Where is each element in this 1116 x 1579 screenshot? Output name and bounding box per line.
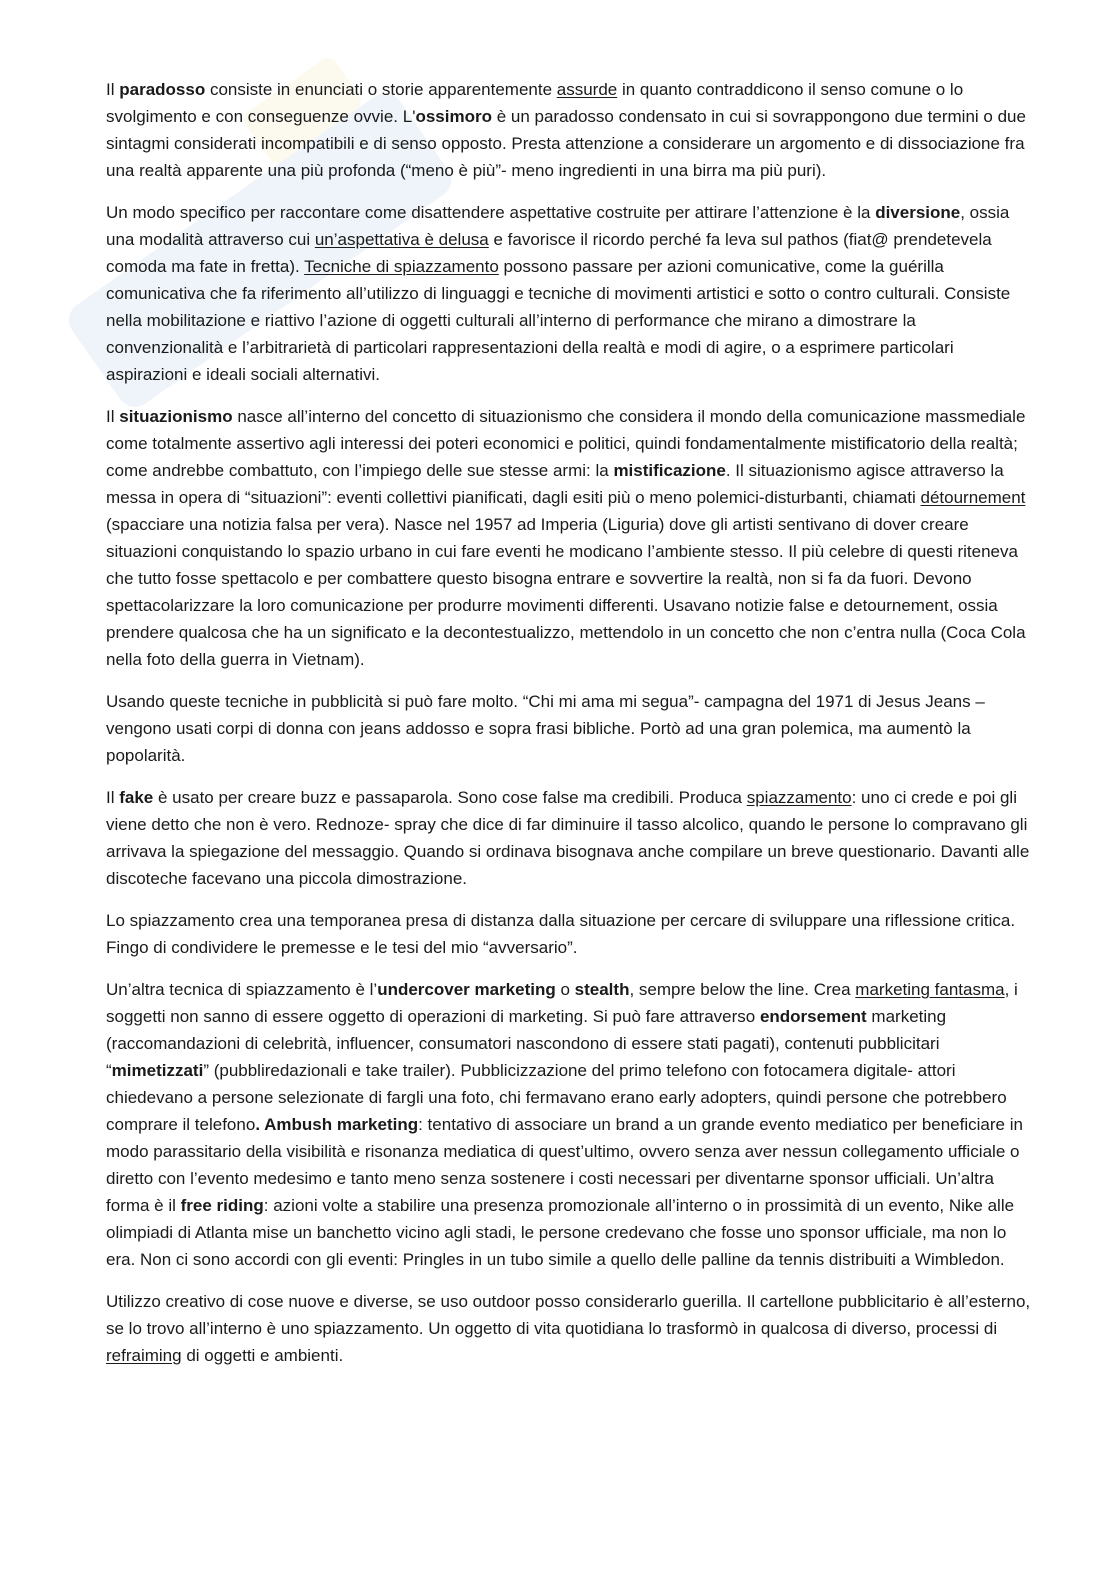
text-run: : uno ci crede e poi gli viene detto che non è vero. Rednoze- spray che dice di far diminuire il tasso alcolico, quando le persone lo compravano gli arrivava la spiegazione del messaggio. Quando si ordinava bisognava anche compilare un breve questionario. Davanti alle discoteche facevano una piccola dimostrazione.: [106, 788, 1030, 888]
bold-term: . Ambush marketing: [255, 1115, 419, 1134]
bold-term: free riding: [180, 1196, 264, 1215]
text-run: e favorisce il ricordo perché fa leva sul pathos (fiat@ prendetevela comoda ma fate in fretta).: [106, 230, 992, 276]
paragraph-1: [106, 76, 1034, 184]
paragraph-5: [106, 784, 1034, 892]
text-run: Il: [106, 80, 120, 99]
bold-term: paradosso: [119, 80, 206, 99]
bold-term: stealth: [574, 980, 630, 999]
text-run: , ossia una modalità attraverso cui: [106, 203, 1010, 249]
bold-term: mimetizzati: [111, 1061, 204, 1080]
paragraph-3: [106, 403, 1034, 673]
text-run: Un’altra tecnica di spiazzamento è l’: [106, 980, 378, 999]
text-run: ” (pubbliredazionali e take trailer). Pubblicizzazione del primo telefono con fotocamera digitale- attori chiedevano a persone selezionate di fargli una foto, chi fermavano erano early adopters, quindi persone che potrebbero comprare il telefono: [106, 1061, 1007, 1134]
bold-term: diversione: [875, 203, 961, 222]
text-run: : azioni volte a stabilire una presenza promozionale all’interno o in prossimità di un evento, Nike alle olimpiadi di Atlanta mise un banchetto vicino agli stadi, le persone credevano che fosse uno sponsor ufficiale, ma non lo era. Non ci sono accordi con gli eventi: Pringles in un tubo simile a quello delle palline da tennis distribuiti a Wimbledon.: [106, 1196, 1015, 1269]
text-run: consiste in enunciati o storie apparentemente: [205, 80, 557, 99]
bold-term: situazionismo: [119, 407, 233, 426]
paragraph-4: [106, 688, 1034, 769]
underlined-term: Tecniche di spiazzamento: [304, 257, 499, 276]
text-run: marketing (raccomandazioni di celebrità, influencer, consumatori nascondono di essere stati pagati), contenuti pubblicitari “: [106, 1007, 947, 1080]
underlined-term: un’aspettativa è delusa: [314, 230, 489, 249]
text-run: Utilizzo creativo di cose nuove e diverse, se uso outdoor posso considerarlo guerilla. Il cartellone pubblicitario è all’esterno, se lo trovo all’interno è uno spiazzamento. Un oggetto di vita quotidiana lo trasformò in qualcosa di diverso, processi di: [106, 1292, 1031, 1338]
text-run: possono passare per azioni comunicative, come la guérilla comunicativa che fa riferimento all’utilizzo di linguaggi e tecniche di movimenti artistici e sotto o contro culturali. Consiste nella mobilitazione e riattivo l’azione di oggetti culturali all’interno di performance che mirano a dimostrare la convenzionalità e l’arbitrarietà di particolari rappresentazioni della realtà e modi di agire, o a esprimere particolari aspirazioni e ideali sociali alternativi.: [106, 257, 1011, 384]
underlined-term: spiazzamento: [746, 788, 852, 807]
text-run: è usato per creare buzz e passaparola. Sono cose false ma credibili. Produca: [153, 788, 747, 807]
paragraph-8: [106, 1288, 1034, 1369]
paragraph-6: [106, 907, 1034, 961]
text-run: è un paradosso condensato in cui si sovrappongono due termini o due sintagmi considerati incompatibili e di senso opposto. Presta attenzione a considerare un argomento e di dissociazione fra una realtà apparente una più profonda (“meno è più”- meno ingredienti in una birra ma più puri).: [106, 107, 1026, 180]
bold-term: ossimoro: [415, 107, 492, 126]
text-run: Il: [106, 788, 120, 807]
text-run: Il: [106, 407, 120, 426]
text-run: in quanto contraddicono il senso comune o lo svolgimento e con conseguenze ovvie. L': [106, 80, 964, 126]
bold-term: endorsement: [759, 1007, 867, 1026]
underlined-term: détournement: [920, 488, 1026, 507]
bold-term: fake: [119, 788, 154, 807]
text-run: , i soggetti non sanno di essere oggetto di operazioni di marketing. Si può fare attraverso: [106, 980, 1018, 1026]
text-run: di oggetti e ambienti.: [181, 1346, 344, 1365]
underlined-term: assurde: [556, 80, 618, 99]
bold-term: undercover marketing: [377, 980, 556, 999]
text-run: o: [555, 980, 575, 999]
text-run: , sempre below the line. Crea: [629, 980, 856, 999]
text-run: Usando queste tecniche in pubblicità si può fare molto. “Chi mi ama mi segua”- campagna del 1971 di Jesus Jeans – vengono usati corpi di donna con jeans addosso e sopra frasi bibliche. Portò ad una gran polemica, ma aumentò la popolarità.: [106, 692, 985, 765]
text-run: (spacciare una notizia falsa per vera). Nasce nel 1957 ad Imperia (Liguria) dove gli artisti sentivano di dover creare situazioni conquistando lo spazio urbano in cui fare eventi he modicano l’ambiente stesso. Il più celebre di questi riteneva che tutto fosse spettacolo e per combattere questo bisogna entrare e sovvertire la realtà, non si fa da fuori. Devono spettacolarizzare la loro comunicazione per produrre movimenti differenti. Usavano notizie false e detournement, ossia prendere qualcosa che ha un significato e la decontestualizzo, mettendolo in un concetto che non c’entra nulla (Coca Cola nella foto della guerra in Vietnam).: [106, 515, 1026, 669]
text-run: Un modo specifico per raccontare come disattendere aspettative costruite per attirare l’attenzione è la: [106, 203, 876, 222]
underlined-term: refraiming: [106, 1346, 182, 1365]
text-run: nasce all’interno del concetto di situazionismo che considera il mondo della comunicazione massmediale come totalmente assertivo agli interessi dei poteri economici e politici, quindi fondamentalmente mistificatorio della realtà; come andrebbe combattuto, con l’impiego delle sue stesse armi: la: [106, 407, 1026, 480]
text-run: : tentativo di associare un brand a un grande evento mediatico per beneficiare in modo parassitario della visibilità e risonanza mediatica di quest’ultimo, ovvero senza aver nessun collegamento ufficiale o diretto con l’evento medesimo e tanto meno senza sostenere i costi necessari per diventarne sponsor ufficiali. Un’altra forma è il: [106, 1115, 1023, 1215]
text-run: Lo spiazzamento crea una temporanea presa di distanza dalla situazione per cercare di sviluppare una riflessione critica. Fingo di condividere le premesse e le tesi del mio “avversario”.: [106, 911, 1016, 957]
text-run: . Il situazionismo agisce attraverso la messa in opera di “situazioni”: eventi collettivi pianificati, dagli esiti più o meno polemici-disturbanti, chiamati: [106, 461, 1004, 507]
underlined-term: marketing fantasma: [855, 980, 1005, 999]
paragraph-2: [106, 199, 1034, 388]
bold-term: mistificazione: [613, 461, 726, 480]
paragraph-7: [106, 976, 1034, 1273]
document-body: [106, 76, 1034, 1384]
